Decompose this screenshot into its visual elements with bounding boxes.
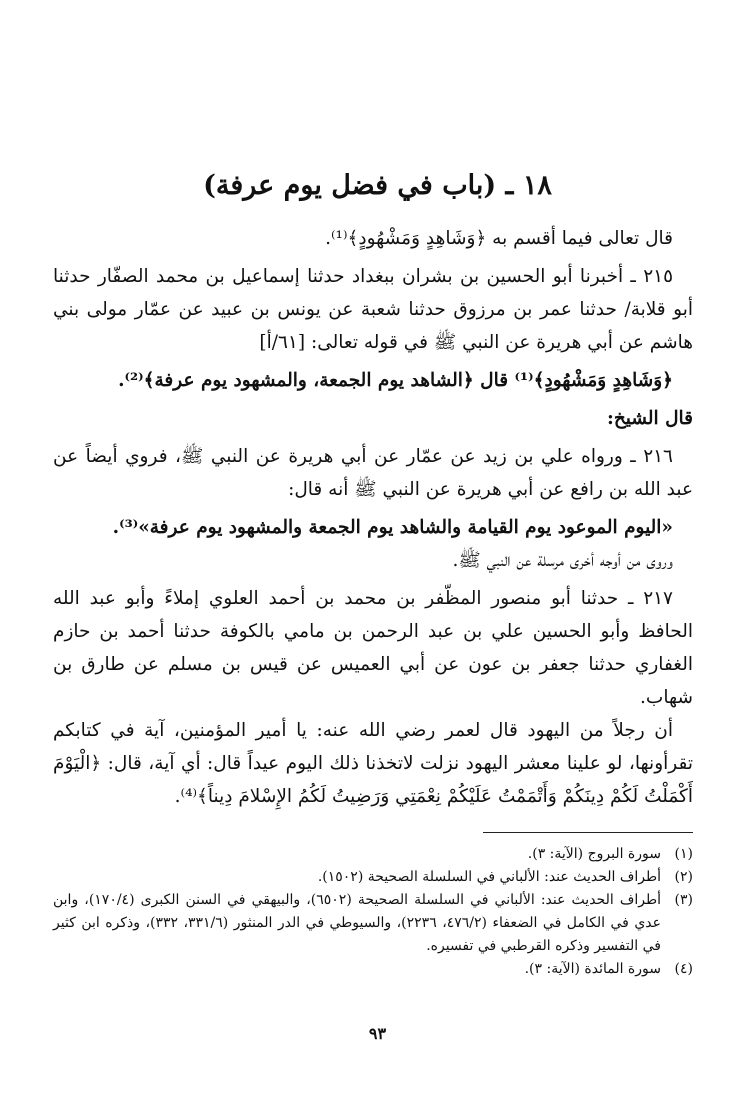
paragraph-hadith-216: ٢١٦ ـ ورواه علي بن زيد عن عمّار عن أبي هريرة عن النبي ﷺ، فروي أيضاً عن عبد الله بن رافع عن أبي هريرة عن النبي ﷺ أنه قال: (53, 446, 693, 500)
footnote-text: أطراف الحديث عند: الألباني في السلسلة الصحيحة (٦٥٠٢)، والبيهقي في السنن الكبرى (١٧٠/٤)، وابن عدي في الكامل في الضعفاء (٤٧٦/٢، ٢٢٣٦)، والسيوطي في الدر المنثور (٣٣١/٦، ٣٣٢)، وذكره ابن كثير في التفسير وذكره القرطبي في تفسيره. (53, 892, 661, 954)
paragraph-verse-explanation: ﴿وَشَاهِدٍ وَمَشْهُودٍ﴾⁽¹⁾ قال ﴿الشاهد يوم الجمعة، والمشهود يوم عرفة﴾⁽²⁾. (118, 370, 673, 391)
footnotes (53, 832, 693, 981)
main-text (53, 222, 693, 813)
paragraph-hadith-217: ٢١٧ ـ حدثنا أبو منصور المظّفر بن محمد بن أحمد العلوي إملاءً وأبو عبد الله الحافظ وأبو الحسين علي بن عبد الرحمن بن مامي بالكوفة حدثنا أحمد بن حازم الغفاري حدثنا جعفر بن عون عن أبي العميس عن قيس بن مسلم عن طارق بن شهاب. (53, 588, 693, 708)
footnote-item (53, 958, 693, 981)
footnote-divider (483, 832, 693, 833)
footnote-number: (٤) (674, 961, 693, 977)
paragraph-verse-intro: قال تعالى فيما أقسم به ﴿وَشَاهِدٍ وَمَشْهُودٍ﴾⁽¹⁾. (325, 228, 673, 249)
footnote-number: (٢) (674, 869, 693, 885)
footnote-text: سورة البروج (الآية: ٣). (527, 846, 661, 862)
paragraph-hadith-quote: «اليوم الموعود يوم القيامة والشاهد يوم الجمعة والمشهود يوم عرفة»⁽³⁾. (112, 517, 673, 538)
footnote-text: أطراف الحديث عند: الألباني في السلسلة الصحيحة (١٥٠٢). (317, 869, 661, 885)
footnote-text: سورة المائدة (الآية: ٣). (524, 961, 661, 977)
footnote-number: (٣) (674, 892, 693, 908)
footnote-number: (١) (674, 846, 693, 862)
chapter-title: ١٨ ـ (باب في فضل يوم عرفة) (203, 170, 552, 201)
paragraph-jewish-man-story: أن رجلاً من اليهود قال لعمر رضي الله عنه: يا أمير المؤمنين، آية في كتابكم تقرأونها، لو علينا معشر اليهود نزلت لاتخذنا ذلك اليوم عيداً قال: أي آية، قال: ﴿الْيَوْمَ أَكْمَلْتُ لَكُمْ دِينَكُمْ وَأَتْمَمْتُ عَلَيْكُمْ نِعْمَتِي وَرَضِيتُ لَكُمُ الإِسْلامَ دِيناً﴾⁽⁴⁾. (53, 720, 693, 807)
paragraph-hadith-215: ٢١٥ ـ أخبرنا أبو الحسين بن بشران ببغداد حدثنا إسماعيل بن محمد الصفّار حدثنا أبو قلابة/ حدثنا عمر بن مرزوق حدثنا شعبة عن يونس بن عبيد عن عمّار مولى بني هاشم عن أبي هريرة عن النبي ﷺ في قوله تعالى: [٦١/أ] (53, 266, 693, 353)
footnote-item (53, 866, 693, 889)
paragraph-sheikh-said: قال الشيخ: (607, 408, 693, 429)
paragraph-other-narrations: وروى من أوجه أخرى مرسلة عن النبي ﷺ. (452, 550, 673, 571)
page-number: ٩٣ (368, 1024, 387, 1043)
footnote-item (53, 843, 693, 866)
footnote-item (53, 889, 693, 958)
